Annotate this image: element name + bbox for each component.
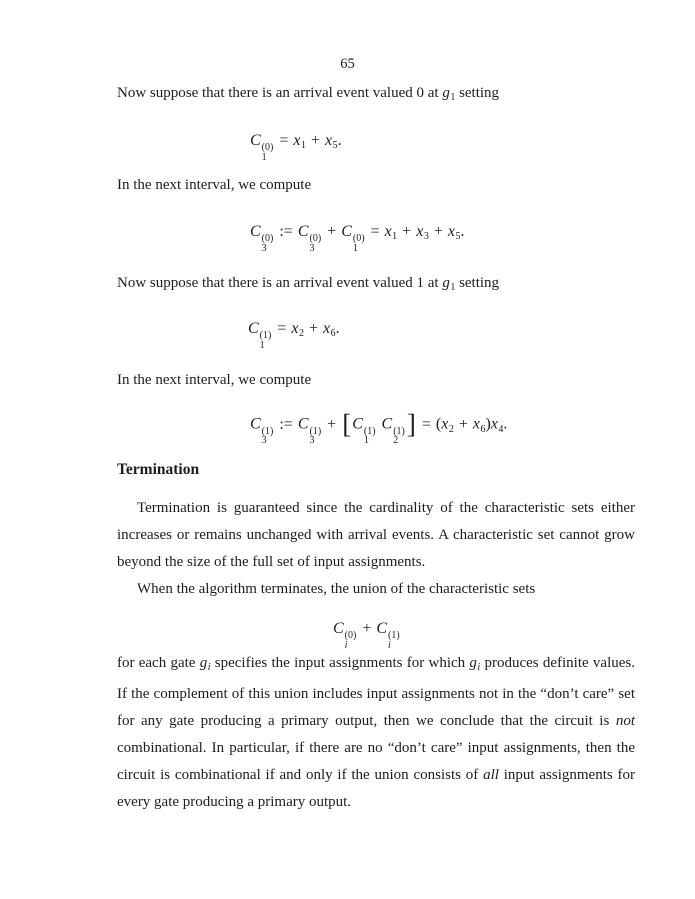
para-algorithm-terminates: When the algorithm terminates, the union of the characteristic sets: [137, 581, 536, 597]
para-next-interval-1: In the next interval, we compute: [117, 177, 312, 193]
section-heading-termination: Termination: [117, 461, 200, 478]
equation-union: C (0) i + C (1) i: [333, 620, 400, 651]
para-termination-guaranteed: Termination is guaranteed since the cardinality of the characteristic sets either increases or remains unchanged with arrival events. A characteristic set cannot grow beyond the size of the full set of input assignments.: [117, 500, 635, 570]
equation-c3-1: C (1) 3 := C (1) 3 + [C (1) 1 C (1) 2 ] = (x2 + x6)x4.: [250, 409, 508, 446]
para-next-interval-2: In the next interval, we compute: [117, 372, 312, 388]
page-number: 65: [340, 56, 355, 72]
para-for-each-gate: for each gate $g_i$ specifies the input assignments for which $g_i$ produces definite values. If the complement of this union includes input assignments not in the “don’t care” set for any gate producing a primary output, then we conclude that the circuit is not combinational. In particular, if there are no “don’t care” input assignments, then the circuit is combinational if and only if the union consists of all input assignments for every gate producing a primary output.: [117, 655, 636, 810]
para-arrival-valued-0: Now suppose that there is an arrival event valued 0 at $g_1$ setting: [117, 85, 500, 103]
equation-c1-1: C (1) 1 = x2 + x6.: [248, 320, 340, 351]
equation-c1-0: C (0) 1 = x1 + x5.: [250, 132, 342, 163]
para-arrival-valued-1: Now suppose that there is an arrival event valued 1 at $g_1$ setting: [117, 275, 500, 293]
equation-c3-0: C (0) 3 := C (0) 3 + C (0) 1 = x1 + x3 + x5.: [250, 223, 465, 254]
